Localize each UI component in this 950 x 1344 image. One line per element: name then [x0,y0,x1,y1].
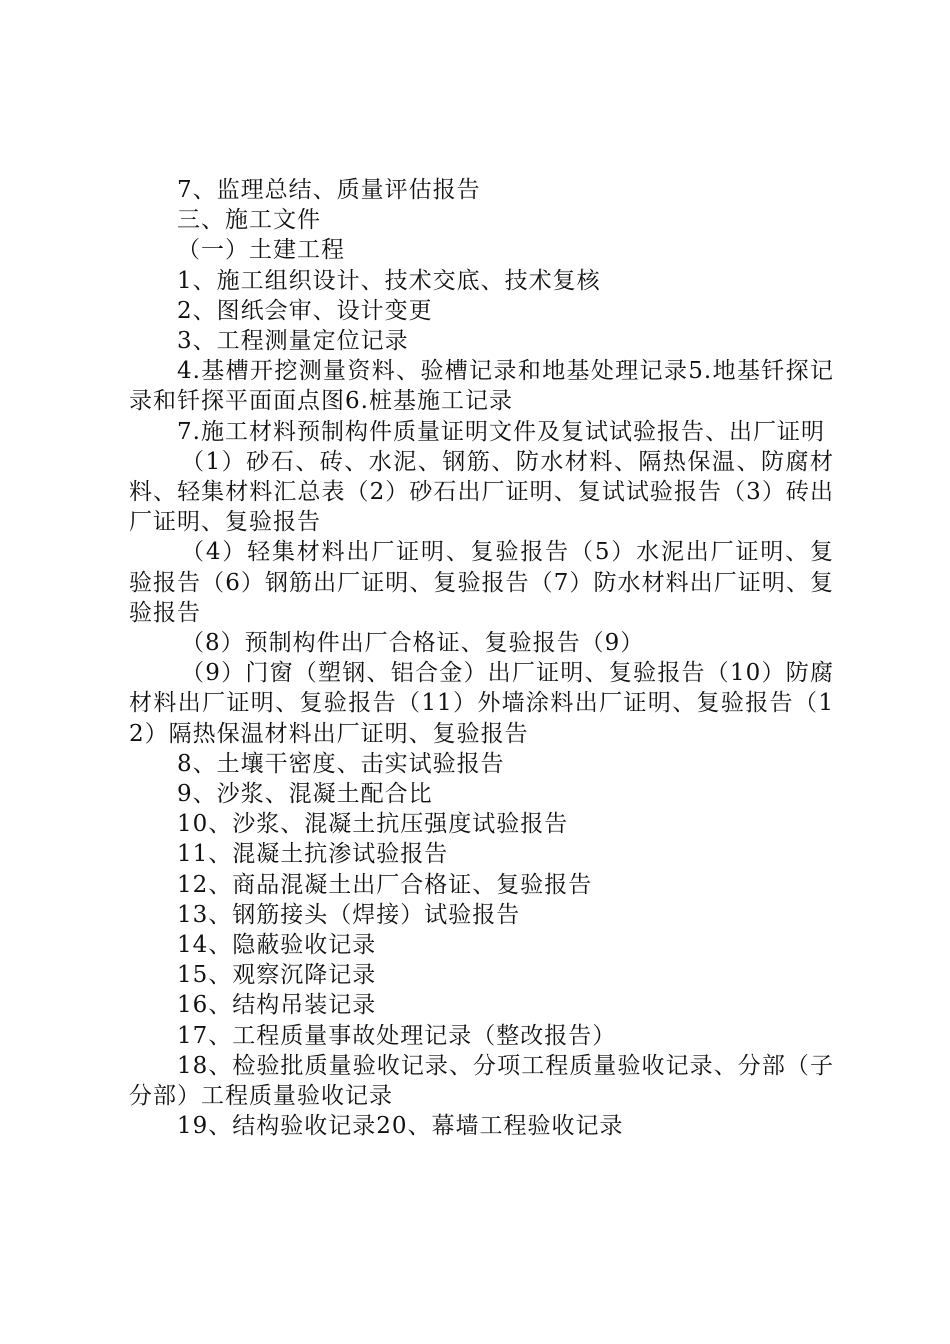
subsection-heading: （一）土建工程 [177,237,345,264]
paragraph: 3、工程测量定位记录 [177,328,409,355]
paragraph: 18、检验批质量验收记录、分项工程质量验收记录、分部（子分部）工程质量验收记录 [129,1052,834,1110]
paragraph: 7.施工材料预制构件质量证明文件及复试试验报告、出厂证明 [177,418,825,445]
paragraph: 16、结构吊装记录 [177,992,377,1019]
paragraph: （4）轻集材料出厂证明、复验报告（5）水泥出厂证明、复验报告（6）钢筋出厂证明、复验报告（7）防水材料出厂证明、复验报告 [129,539,834,626]
paragraph: 15、观察沉降记录 [177,962,377,989]
paragraph: （9）门窗（塑钢、铝合金）出厂证明、复验报告（10）防腐材料出厂证明、复验报告（11）外墙涂料出厂证明、复验报告（12）隔热保温材料出厂证明、复验报告 [129,660,834,747]
paragraph: 7、监理总结、质量评估报告 [177,177,481,203]
section-heading: 三、施工文件 [177,207,321,234]
paragraph: 14、隐蔽验收记录 [177,932,377,959]
document-body [129,175,834,1142]
paragraph: 9、沙浆、混凝土配合比 [177,781,433,808]
paragraph: 4.基槽开挖测量资料、验槽记录和地基处理记录5.地基钎探记录和钎探平面面点图6.桩基施工记录 [129,358,834,415]
paragraph: 13、钢筋接头（焊接）试验报告 [177,901,521,928]
paragraph: 17、工程质量事故处理记录（整改报告） [177,1022,617,1049]
paragraph: 1、施工组织设计、技术交底、技术复核 [177,267,601,294]
paragraph: （1）砂石、砖、水泥、钢筋、防水材料、隔热保温、防腐材料、轻集材料汇总表（2）砂石出厂证明、复试试验报告（3）砖出厂证明、复验报告 [129,448,834,536]
paragraph: （8）预制构件出厂合格证、复验报告（9） [181,630,645,657]
paragraph: 12、商品混凝土出厂合格证、复验报告 [177,871,593,898]
paragraph: 19、结构验收记录20、幕墙工程验收记录 [177,1113,624,1140]
paragraph: 10、沙浆、混凝土抗压强度试验报告 [177,811,569,838]
paragraph: 2、图纸会审、设计变更 [177,297,433,324]
paragraph: 8、土壤干密度、击实试验报告 [177,750,505,777]
paragraph: 11、混凝土抗渗试验报告 [177,841,449,868]
